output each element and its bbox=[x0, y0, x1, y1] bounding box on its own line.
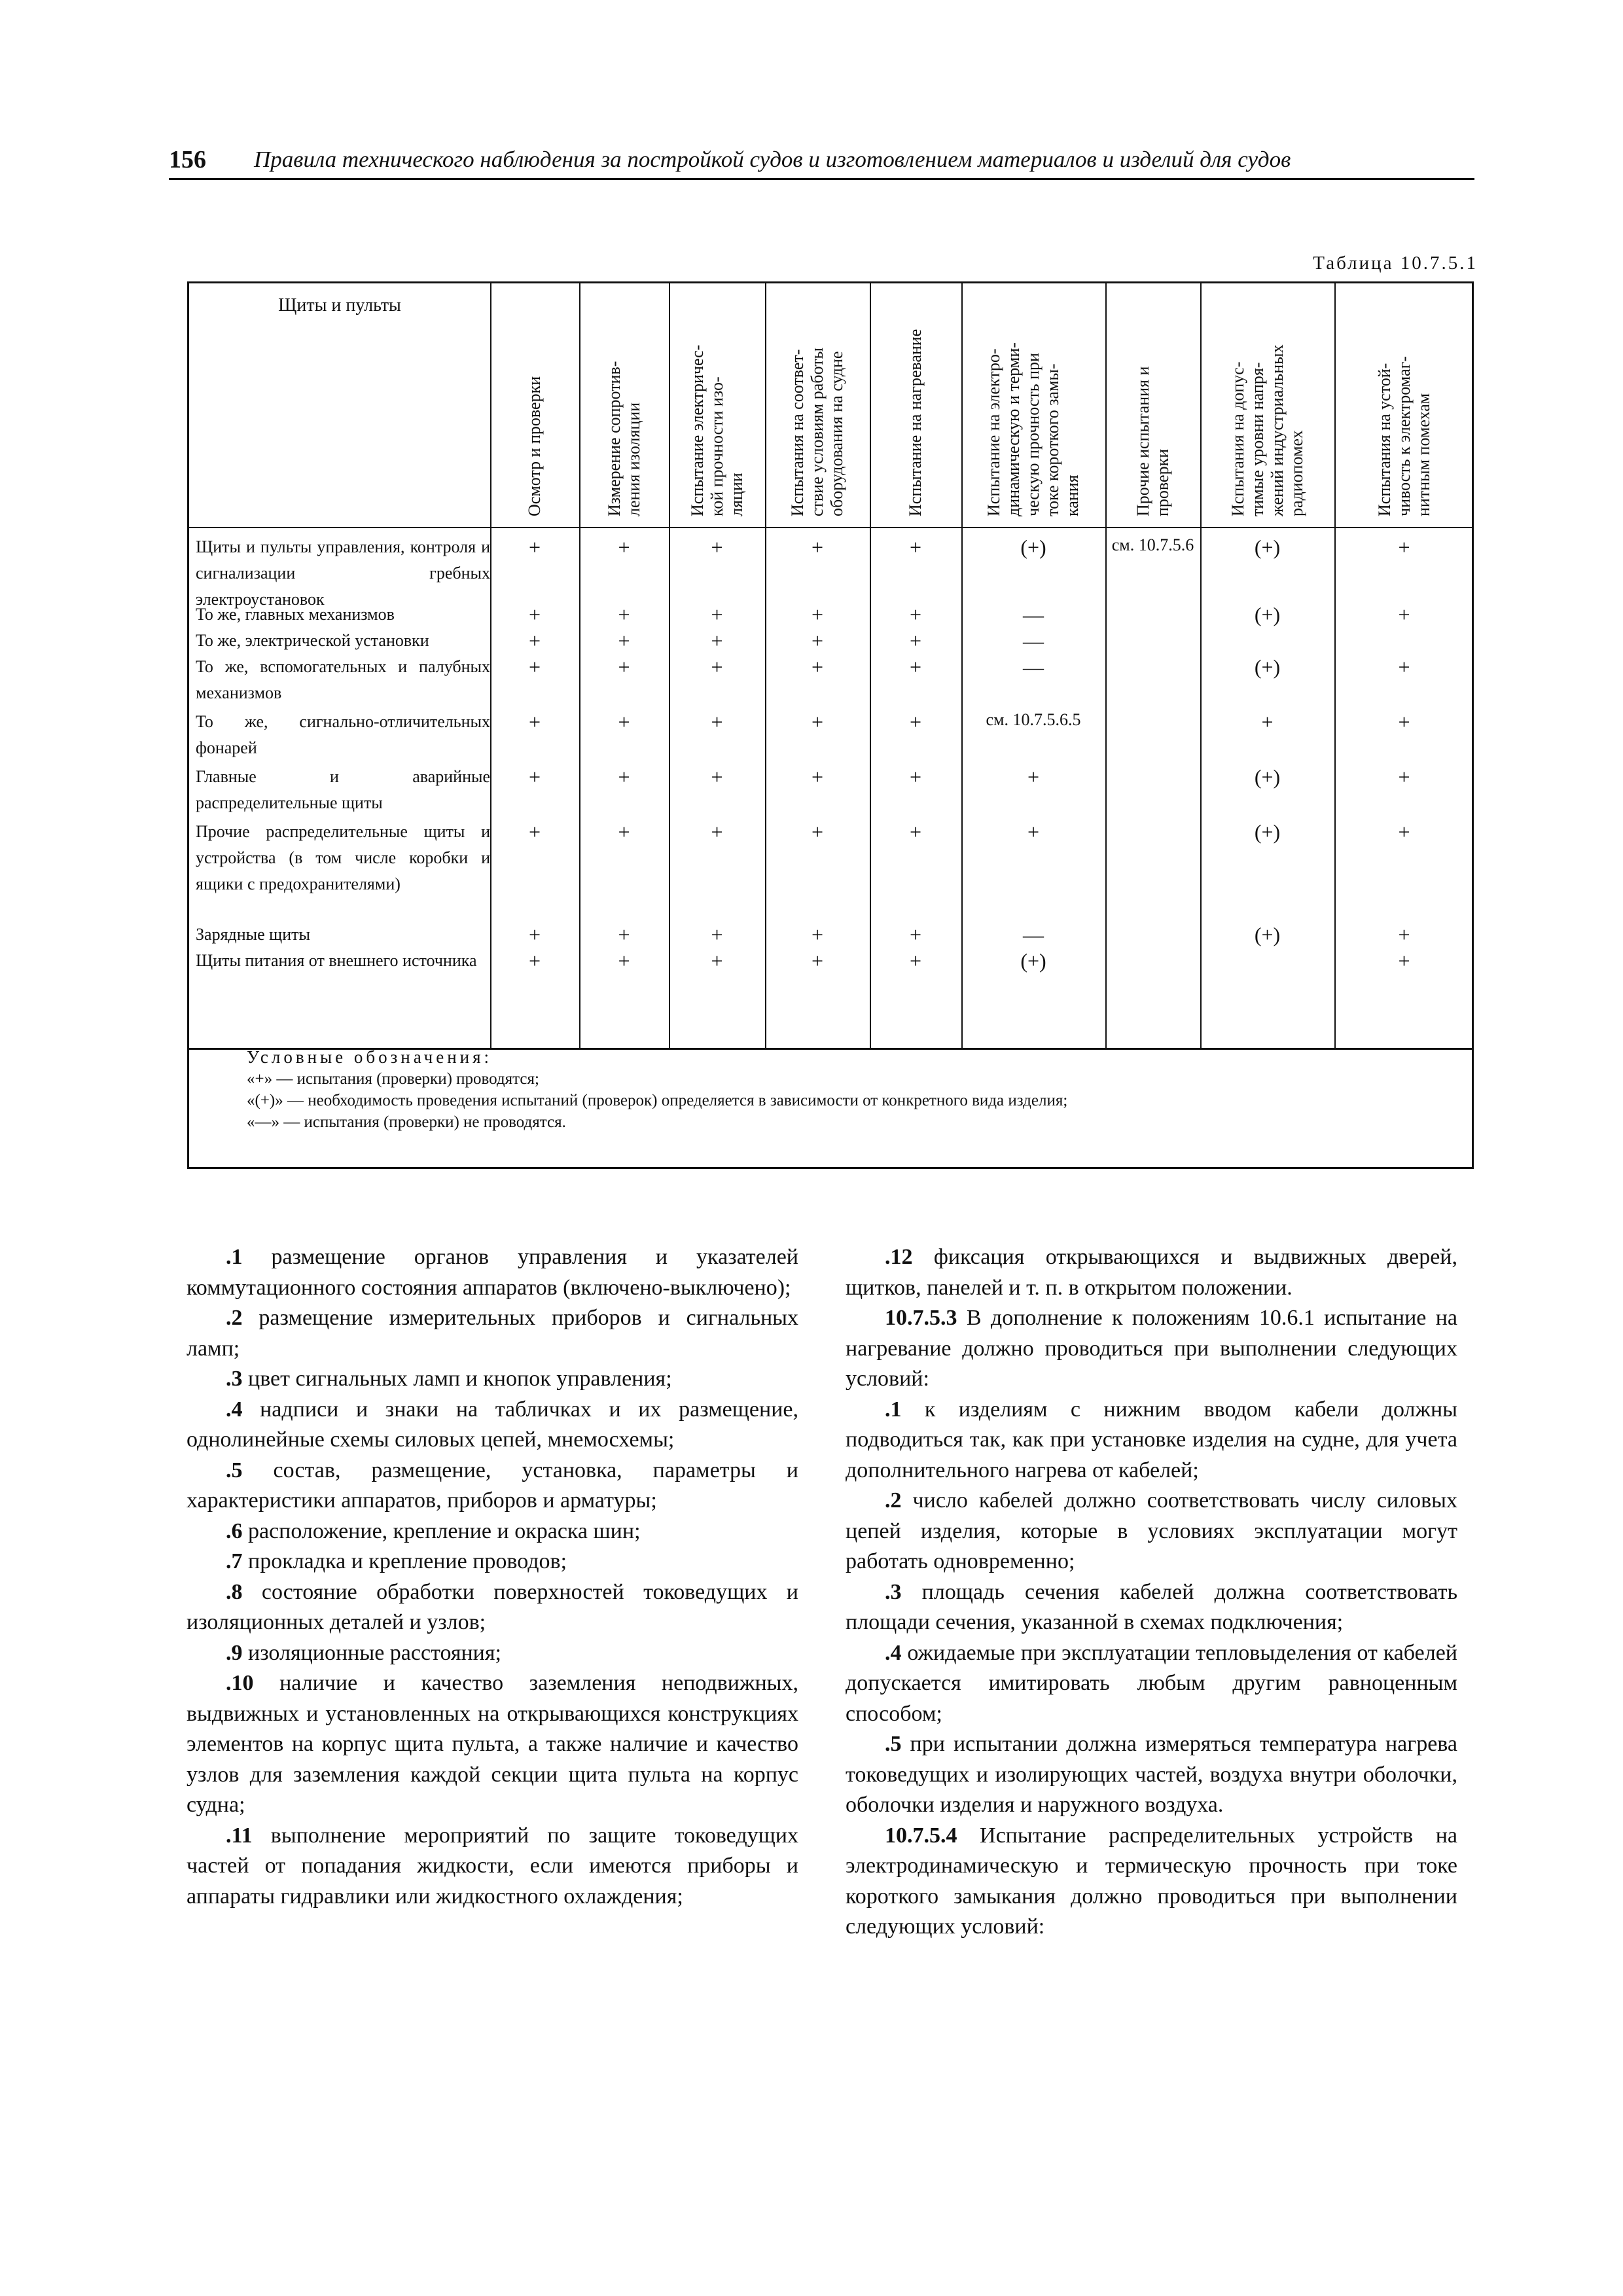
table-cell: + bbox=[1398, 820, 1410, 844]
table-cell: + bbox=[909, 629, 922, 653]
paragraph-text: наличие и качество заземления неподвижных, выдвижных и установленных на открывающихся конструкциях элементов на корпус щита пульта, а также наличие и качество узлов для заземления каждой секции щита пульта на корпус судна; bbox=[187, 1671, 798, 1817]
paragraph-text: В дополнение к положениям 10.6.1 испытание на нагревание должно проводиться при выполнении следующих условий: bbox=[846, 1306, 1457, 1391]
table-cell: см. 10.7.5.6 bbox=[1111, 535, 1194, 554]
table-cell: + bbox=[711, 949, 723, 973]
paragraph-text: к изделиям с нижним вводом кабели должны подводиться так, как при установке изделия на судне, для учета дополнительного нагрева от кабелей; bbox=[846, 1397, 1457, 1482]
table-cell: + bbox=[909, 923, 922, 946]
paragraph bbox=[187, 1638, 798, 1669]
legend-line: «—» — испытания (проверки) не проводятся. bbox=[247, 1113, 566, 1131]
table-cell: + bbox=[1398, 710, 1410, 734]
table-cell: + bbox=[618, 949, 630, 973]
paragraph bbox=[846, 1577, 1457, 1638]
column-header-line: токе короткого замы- bbox=[1043, 363, 1062, 516]
table-cell: + bbox=[711, 923, 723, 946]
table-cell: + bbox=[811, 603, 824, 626]
table-cell: + bbox=[811, 923, 824, 946]
paragraph bbox=[187, 1821, 798, 1912]
legend-line: «(+)» — необходимость проведения испытаний (проверок) определяется в зависимости от конкретного вида изделия; bbox=[247, 1092, 1068, 1109]
page-number: 156 bbox=[169, 146, 206, 173]
paragraph-text: прокладка и крепление проводов; bbox=[242, 1549, 567, 1573]
table-cell: (+) bbox=[1254, 603, 1281, 626]
table-cell: (+) bbox=[1254, 923, 1281, 946]
paragraph-text: при испытании должна измеряться температура нагрева токоведущих и изолирующих частей, воздуха внутри оболочки, оболочки изделия и наружного воздуха. bbox=[846, 1732, 1457, 1817]
table-cell: + bbox=[711, 629, 723, 653]
column-header-line: Испытание на электро- bbox=[984, 348, 1003, 516]
paragraph-number: .5 bbox=[226, 1458, 243, 1482]
column-header bbox=[669, 283, 765, 527]
column-header-line: кой прочности изо- bbox=[707, 376, 726, 516]
row-label: Зарядные щиты bbox=[196, 925, 310, 944]
table-cell: + bbox=[909, 603, 922, 626]
paragraph bbox=[187, 1242, 798, 1303]
row-label: То же, главных механизмов bbox=[196, 605, 395, 624]
requirements-table bbox=[187, 281, 1474, 1169]
paragraph-number: 10.7.5.4 bbox=[885, 1823, 957, 1848]
table-cell: + bbox=[618, 765, 630, 789]
table-cell: + bbox=[618, 603, 630, 626]
paragraph-text: ожидаемые при эксплуатации тепловыделения от кабелей допускается имитировать любым другим равноценным способом; bbox=[846, 1640, 1457, 1726]
paragraph-text: расположение, крепление и окраска шин; bbox=[242, 1518, 641, 1543]
table-cell: + bbox=[528, 655, 541, 679]
paragraph bbox=[846, 1486, 1457, 1577]
paragraph-text: размещение измерительных приборов и сигнальных ламп; bbox=[187, 1306, 798, 1361]
paragraph-text: состояние обработки поверхностей токоведущих и изоляционных деталей и узлов; bbox=[187, 1579, 798, 1634]
paragraph bbox=[187, 1577, 798, 1638]
table-cell: + bbox=[528, 765, 541, 789]
table-cell: + bbox=[1398, 949, 1410, 973]
paragraph-text: размещение органов управления и указателей коммутационного состояния аппаратов (включено-выключено); bbox=[187, 1245, 798, 1300]
column-header-line: Испытания на устой- bbox=[1374, 363, 1394, 516]
paragraph-number: .4 bbox=[226, 1397, 243, 1422]
row-label: То же, вспомогательных и палубных механизмов bbox=[196, 657, 490, 702]
table-cell: + bbox=[528, 820, 541, 844]
table-row-rule bbox=[189, 1048, 1472, 1050]
table-cell: + bbox=[1398, 923, 1410, 946]
column-header bbox=[490, 283, 579, 527]
column-header-line: ляции bbox=[726, 473, 746, 516]
table-cell: + bbox=[811, 535, 824, 559]
table-cell: + bbox=[618, 655, 630, 679]
column-header-line: жений индустриальных bbox=[1267, 344, 1287, 516]
table-cell: + bbox=[528, 629, 541, 653]
table-cell: + bbox=[528, 710, 541, 734]
left-text-column bbox=[187, 1242, 798, 1912]
paragraph-text: Испытание распределительных устройств на электродинамическую и термическую прочность при токе короткого замыкания должно проводиться при выполнении следующих условий: bbox=[846, 1823, 1457, 1939]
table-cell: (+) bbox=[1254, 765, 1281, 789]
column-header bbox=[1105, 283, 1200, 527]
row-label: То же, сигнально-отличительных фонарей bbox=[196, 712, 490, 757]
row-label: Щиты и пульты управления, контроля и сигнализации гребных электроустановок bbox=[196, 537, 490, 609]
paragraph-number: .2 bbox=[885, 1488, 902, 1513]
column-header-line: ствие условиям работы bbox=[808, 347, 827, 516]
table-cell: — bbox=[1023, 603, 1044, 626]
paragraph-number: .9 bbox=[226, 1640, 243, 1665]
paragraph-text: цвет сигнальных ламп и кнопок управления; bbox=[242, 1367, 672, 1391]
table-cell: + bbox=[811, 820, 824, 844]
table-cell: — bbox=[1023, 629, 1044, 653]
table-cell: (+) bbox=[1254, 655, 1281, 679]
column-header-line: радиопомех bbox=[1287, 430, 1306, 516]
paragraph bbox=[187, 1547, 798, 1577]
table-cell: + bbox=[1027, 765, 1040, 789]
table-cell: + bbox=[1398, 535, 1410, 559]
column-header-line: тимые уровни напря- bbox=[1247, 362, 1267, 516]
paragraph bbox=[187, 1668, 798, 1821]
paragraph-number: .4 bbox=[885, 1640, 902, 1665]
column-header-line: проверки bbox=[1152, 448, 1172, 516]
table-cell: + bbox=[909, 535, 922, 559]
paragraph-number: .7 bbox=[226, 1549, 243, 1573]
table-cell: + bbox=[528, 923, 541, 946]
column-header-line: Измерение сопротив- bbox=[604, 361, 624, 516]
paragraph bbox=[187, 1364, 798, 1395]
paragraph-text: надписи и знаки на табличках и их размещение, однолинейные схемы силовых цепей, мнемосхемы; bbox=[187, 1397, 798, 1452]
column-header-line: кания bbox=[1063, 475, 1082, 516]
table-caption: Таблица 10.7.5.1 bbox=[1313, 253, 1478, 274]
paragraph-text: выполнение мероприятий по защите токоведущих частей от попадания жидкости, если имеются приборы и аппараты гидравлики или жидкостного охлаждения; bbox=[187, 1823, 798, 1909]
paragraph-number: .5 bbox=[885, 1732, 902, 1756]
table-cell: + bbox=[528, 535, 541, 559]
column-header-line: Испытание на нагревание bbox=[906, 329, 925, 516]
paragraph-number: .3 bbox=[226, 1367, 243, 1391]
column-header-line: динамическую и терми- bbox=[1004, 342, 1023, 516]
table-cell: + bbox=[1398, 765, 1410, 789]
paragraph-number: .11 bbox=[226, 1823, 253, 1848]
column-header-line: Испытания на допус- bbox=[1228, 361, 1247, 516]
table-cell: — bbox=[1023, 655, 1044, 679]
table-cell: + bbox=[811, 765, 824, 789]
paragraph bbox=[846, 1729, 1457, 1821]
paragraph-text: изоляционные расстояния; bbox=[242, 1640, 501, 1665]
paragraph-text: фиксация открывающихся и выдвижных дверей, щитков, панелей и т. п. в открытом положении. bbox=[846, 1245, 1457, 1300]
column-header-line: Осмотр и проверки bbox=[525, 376, 544, 516]
table-cell: (+) bbox=[1254, 820, 1281, 844]
table-cell: + bbox=[1261, 710, 1274, 734]
table-cell: + bbox=[618, 820, 630, 844]
table-cell: + bbox=[711, 820, 723, 844]
right-text-column bbox=[846, 1242, 1457, 1943]
paragraph bbox=[846, 1242, 1457, 1303]
legend-title: Условные обозначения: bbox=[247, 1047, 493, 1067]
table-cell: + bbox=[618, 710, 630, 734]
paragraph-number: .1 bbox=[226, 1245, 243, 1269]
paragraph-text: число кабелей должно соответствовать числу силовых цепей изделия, которые в условиях эксплуатации могут работать одновременно; bbox=[846, 1488, 1457, 1573]
table-cell: + bbox=[909, 710, 922, 734]
table-legend bbox=[247, 1047, 1457, 1133]
paragraph-number: .6 bbox=[226, 1518, 243, 1543]
paragraph-number: .1 bbox=[885, 1397, 902, 1422]
paragraph bbox=[187, 1456, 798, 1516]
paragraph-number: .12 bbox=[885, 1245, 913, 1269]
column-header bbox=[870, 283, 961, 527]
table-cell: + bbox=[711, 655, 723, 679]
paragraph-number: .2 bbox=[226, 1306, 243, 1330]
paragraph-number: 10.7.5.3 bbox=[885, 1306, 957, 1330]
table-row-rule bbox=[189, 527, 1472, 528]
column-header bbox=[579, 283, 669, 527]
table-cell: + bbox=[618, 629, 630, 653]
paragraph bbox=[846, 1395, 1457, 1486]
paragraph-number: .8 bbox=[226, 1579, 243, 1604]
column-header bbox=[765, 283, 870, 527]
row-label: Прочие распределительные щиты и устройства (в том числе коробки и ящики с предохранителями) bbox=[196, 822, 490, 893]
table-cell: + bbox=[1027, 820, 1040, 844]
column-header-line: ческую прочность при bbox=[1024, 353, 1043, 516]
paragraph bbox=[187, 1516, 798, 1547]
paragraph-number: .10 bbox=[226, 1671, 254, 1695]
table-cell: + bbox=[909, 820, 922, 844]
table-cell: + bbox=[1398, 655, 1410, 679]
table-cell: + bbox=[909, 655, 922, 679]
table-cell: + bbox=[711, 710, 723, 734]
column-header bbox=[1334, 283, 1474, 527]
table-cell: (+) bbox=[1020, 949, 1046, 973]
first-column-header: Щиты и пульты bbox=[278, 295, 401, 315]
column-header-line: оборудования на судне bbox=[827, 351, 846, 516]
table-cell: + bbox=[711, 765, 723, 789]
table-cell: + bbox=[909, 949, 922, 973]
table-cell: + bbox=[909, 765, 922, 789]
table-cell: + bbox=[811, 629, 824, 653]
table-cell: + bbox=[811, 655, 824, 679]
table-cell: + bbox=[811, 710, 824, 734]
running-header bbox=[169, 145, 1474, 180]
column-header-line: Испытания на соответ- bbox=[788, 349, 807, 516]
column-header-line: чивость к электромаг- bbox=[1394, 356, 1414, 516]
paragraph bbox=[846, 1303, 1457, 1395]
table-cell: — bbox=[1023, 923, 1044, 946]
column-header-line: ления изоляции bbox=[624, 402, 643, 516]
table-cell: см. 10.7.5.6.5 bbox=[986, 710, 1081, 729]
column-header-line: Испытание электричес- bbox=[687, 344, 707, 516]
row-label: Главные и аварийные распределительные щиты bbox=[196, 767, 490, 812]
paragraph bbox=[187, 1303, 798, 1364]
column-header-line: нитным помехам bbox=[1414, 393, 1433, 516]
table-cell: + bbox=[811, 949, 824, 973]
row-label: То же, электрической установки bbox=[196, 631, 429, 650]
table-cell: + bbox=[528, 603, 541, 626]
table-cell: + bbox=[1398, 603, 1410, 626]
paragraph-text: состав, размещение, установка, параметры и характеристики аппаратов, приборов и арматуры; bbox=[187, 1458, 798, 1513]
paragraph bbox=[846, 1821, 1457, 1943]
row-label: Щиты питания от внешнего источника bbox=[196, 951, 477, 970]
paragraph bbox=[846, 1638, 1457, 1730]
paragraph bbox=[187, 1395, 798, 1456]
table-cell: (+) bbox=[1254, 535, 1281, 559]
table-cell: + bbox=[618, 923, 630, 946]
column-header bbox=[961, 283, 1105, 527]
column-header-line: Прочие испытания и bbox=[1133, 366, 1152, 516]
table-cell: + bbox=[711, 603, 723, 626]
table-cell: + bbox=[618, 535, 630, 559]
column-header bbox=[1200, 283, 1334, 527]
paragraph-number: .3 bbox=[885, 1579, 902, 1604]
running-title: Правила технического наблюдения за постройкой судов и изготовлением материалов и изделий для судов bbox=[254, 147, 1291, 172]
table-cell: + bbox=[528, 949, 541, 973]
paragraph-text: площадь сечения кабелей должна соответствовать площади сечения, указанной в схемах подключения; bbox=[846, 1579, 1457, 1634]
table-cell: (+) bbox=[1020, 535, 1046, 559]
legend-line: «+» — испытания (проверки) проводятся; bbox=[247, 1070, 539, 1088]
table-cell: + bbox=[711, 535, 723, 559]
